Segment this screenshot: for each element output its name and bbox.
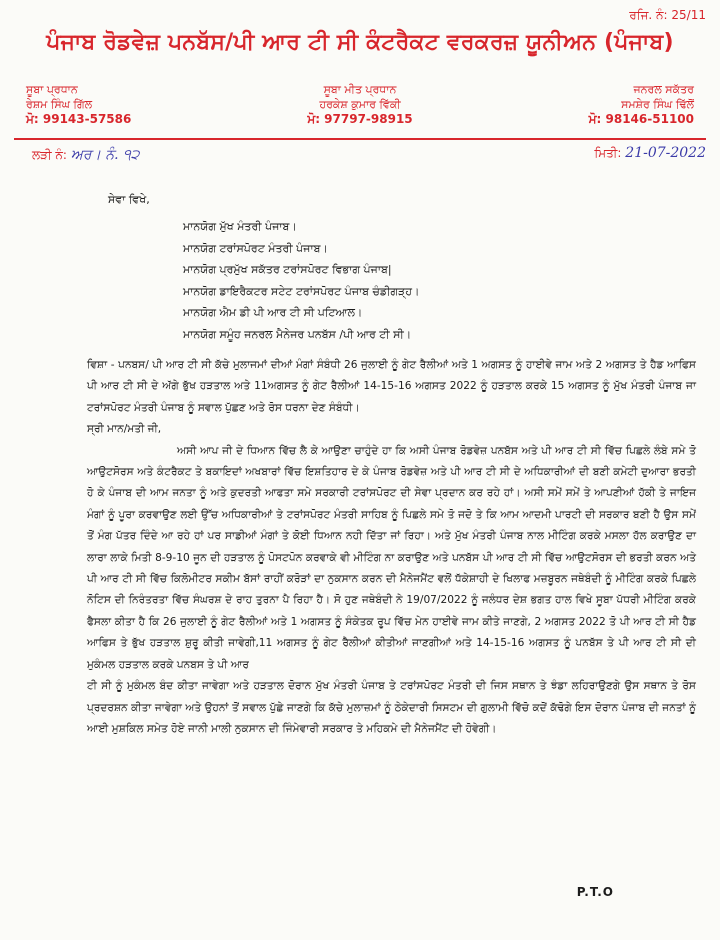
date-label: ਮਿਤੀ: xyxy=(594,146,622,160)
subject-line: ਵਿਸ਼ਾ - ਪਨਬਸ/ ਪੀ ਆਰ ਟੀ ਸੀ ਕੱਚੇ ਮੁਲਾਜਮਾਂ ਦੀਆਂ ਮੰਗਾਂ ਸੰਬੰਧੀ 26 ਜੁਲਾਈ ਨੂੰ ਗੇਟ ਰੈਲੀਆਂ ਅਤੇ 1 ਅਗਸਤ ਨੂੰ ਹਾਈਵੇ ਜਾਮ ਅਤੇ 2 ਅਗਸਤ ਤੇ ਹੈਡ ਆਫਿਸ ਪੀ ਆਰ ਟੀ ਸੀ ਦੇ ਅੱਗੇ ਭੁੱਖ ਹੜਤਾਲ ਅਤੇ 11ਅਗਸਤ ਨੂੰ ਗੇਟ ਰੈਲੀਆਂ 14-15-16 ਅਗਸਤ 2022 ਨੂੰ ਹੜਤਾਲ ਕਰਕੇ 15 ਅਗਸਤ ਨੂੰ ਮੁੱਖ ਮੰਤਰੀ ਪੰਜਾਬ ਜਾ ਟਰਾਂਸਪੋਰਟ ਮੰਤਰੀ ਪੰਜਾਬ ਨੂੰ ਸਵਾਲ ਪੁੱਛਣ ਅਤੇ ਰੋਸ ਧਰਨਾ ਦੇਣ ਸੰਬੰਧੀ। xyxy=(87,359,696,414)
recipient-line: ਮਾਨਯੋਗ ਸਮੂੰਹ ਜਨਰਲ ਮੈਨੇਜਰ ਪਨਬੱਸ /ਪੀ ਆਰ ਟੀ ਸੀ। xyxy=(183,327,412,341)
officers-block xyxy=(18,82,702,136)
letter-body xyxy=(87,355,696,740)
officer-general-secretary xyxy=(589,82,694,127)
pto-note: P.T.O xyxy=(576,885,614,899)
officer-role: ਸੂਬਾ ਪ੍ਰਧਾਨ xyxy=(26,83,78,96)
officer-name: ਹਰਕੇਸ਼ ਕੁਮਾਰ ਵਿੱਕੀ xyxy=(319,98,401,111)
continuation-paragraph: ਟੀ ਸੀ ਨੂੰ ਮੁਕੰਮਲ ਬੰਦ ਕੀਤਾ ਜਾਵੇਗਾ ਅਤੇ ਹੜਤਾਲ ਦੋਰਾਨ ਮੁੱਖ ਮੰਤਰੀ ਪੰਜਾਬ ਤੇ ਟਰਾਂਸਪੋਰਟ ਮੰਤਰੀ ਦੀ ਜਿਸ ਸਥਾਨ ਤੇ ਝੰਡਾ ਲਹਿਰਾਉਣਗੇ ਉਸ ਸਥਾਨ ਤੇ ਰੋਸ ਪ੍ਰਦਰਸ਼ਨ ਕੀਤਾ ਜਾਵੇਗਾ ਅਤੇ ਉਹਨਾਂ ਤੋਂ ਸਵਾਲ ਪੁੱਛੇ ਜਾਣਗੇ ਕਿ ਕੱਚੇ ਮੁਲਾਜ਼ਮਾਂ ਨੂੰ ਠੇਕੇਦਾਰੀ ਸਿਸਟਮ ਦੀ ਗੁਲਾਮੀ ਵਿੱਚੋ ਕਦੋਂ ਕੱਢੋਗੇ ਇਸ ਦੋਰਾਨ ਪੰਜਾਬ ਦੀ ਜਨਤਾਂ ਨੂੰ ਆਈ ਮੁਸ਼ਕਿਲ ਸਮੇਤ ਹੋਏ ਜਾਨੀ ਮਾਲੀ ਨੁਕਸਾਨ ਦੀ ਜਿੰਮੇਵਾਰੀ ਸਰਕਾਰ ਤੇ ਮਹਿਕਮੇ ਦੀ ਮੈਨੇਜਮੈਂਟ ਦੀ ਹੋਵੇਗੀ। xyxy=(87,680,696,735)
recipient-line: ਮਾਨਯੋਗ ਟਰਾਂਸਪੋਰਟ ਮੰਤਰੀ ਪੰਜਾਬ। xyxy=(183,241,328,255)
officer-name: ਸਮਸ਼ੇਰ ਸਿੰਘ ਢਿੱਲੋਂ xyxy=(621,98,694,111)
recipient-line: ਮਾਨਯੋਗ ਪ੍ਰਮੁੱਖ ਸਕੱਤਰ ਟਰਾਂਸਪੋਰਟ ਵਿਭਾਗ ਪੰਜਾਬ| xyxy=(183,263,392,276)
registration-number: ਰਜਿ. ਨੰ: 25/11 xyxy=(629,8,706,22)
officer-phone: ਮੋ: 97797-98915 xyxy=(307,112,413,126)
officer-role: ਸੂਬਾ ਮੀਤ ਪ੍ਰਧਾਨ xyxy=(323,83,397,96)
reference-label: ਲੜੀ ਨੰ: xyxy=(32,148,67,162)
officer-role: ਜਨਰਲ ਸਕੱਤਰ xyxy=(633,83,694,96)
reference-value: ਅਰ। ਨੰ. ੧੨ xyxy=(70,147,140,163)
greeting: ਸ੍ਰੀ ਮਾਨ/ਮਤੀ ਜੀ, xyxy=(87,423,162,436)
recipient-line: ਮਾਨਯੋਗ ਐਮ ਡੀ ਪੀ ਆਰ ਟੀ ਸੀ ਪਟਿਆਲ। xyxy=(183,306,363,319)
reference-number xyxy=(32,147,139,163)
header-divider xyxy=(14,138,706,140)
recipient-line: ਮਾਨਯੋਗ ਡਾਇਰੈਕਟਰ ਸਟੇਟ ਟਰਾਂਸਪੋਰਟ ਪੰਜਾਬ ਚੰਡੀਗੜ੍ਹ। xyxy=(183,284,420,298)
officer-name: ਰੇਸ਼ਮ ਸਿੰਘ ਗਿੱਲ xyxy=(26,98,93,111)
union-title: ਪੰਜਾਬ ਰੋਡਵੇਜ਼ ਪਨਬੱਸ/ਪੀ ਆਰ ਟੀ ਸੀ ਕੰਟਰੈਕਟ ਵਰਕਰਜ਼ ਯੂਨੀਅਨ (ਪੰਜਾਬ) xyxy=(46,30,674,55)
officer-phone: ਮੋ: 99143-57586 xyxy=(26,112,132,126)
date-value: 21-07-2022 xyxy=(625,145,706,161)
recipient-line: ਮਾਨਯੋਗ ਮੁੱਖ ਮੰਤਰੀ ਪੰਜਾਬ। xyxy=(183,220,297,233)
salutation: ਸੇਵਾ ਵਿਖੇ, xyxy=(108,193,150,206)
recipient-list xyxy=(183,216,419,345)
officer-phone: ਮੋ: 98146-51100 xyxy=(588,112,694,126)
main-paragraph: ਅਸੀ ਆਪ ਜੀ ਦੇ ਧਿਆਨ ਵਿੱਚ ਲੈ ਕੇ ਆਉਣਾ ਚਾਹੁੰਦੇ ਹਾ ਕਿ ਅਸੀ ਪੰਜਾਬ ਰੋਡਵੇਜ਼ ਪਨਬੱਸ ਅਤੇ ਪੀ ਆਰ ਟੀ ਸੀ ਵਿੱਚ ਪਿਛਲੇ ਲੰਬੇ ਸਮੇ ਤੋ ਆਉਟਸੋਰਸ ਅਤੇ ਕੰਟਰੈਕਟ ਤੇ ਬਕਾਇਦਾਂ ਅਖਬਾਰਾਂ ਵਿੱਚ ਇਸ਼ਤਿਹਾਰ ਦੇ ਕੇ ਪੰਜਾਬ ਰੋਡਵੇਜ਼ ਅਤੇ ਪੀ ਆਰ ਟੀ ਸੀ ਦੇ ਅਧਿਕਾਰੀਆਂ ਦੀ ਬਣੀ ਕਮੇਟੀ ਦੁਆਰਾ ਭਰਤੀ ਹੋ ਕੇ ਪੰਜਾਬ ਦੀ ਆਮ ਜਨਤਾ ਨੂੰ ਅਤੇ ਕੁਦਰਤੀ ਆਫਤਾ ਸਮੇ ਸਰਕਾਰੀ ਟਰਾਂਸਪੋਰਟ ਦੀ ਸੇਵਾ ਪ੍ਰਦਾਨ ਕਰ ਰਹੇ ਹਾਂ। ਅਸੀ ਸਮੇਂ ਸਮੇਂ ਤੇ ਆਪਣੀਆਂ ਹੱਕੀ ਤੇ ਜਾਇਜ ਮੰਗਾਂ ਨੂੰ ਪੂਰਾ ਕਰਵਾਉਣ ਲਈ ਉੱਚ ਅਧਿਕਾਰੀਆਂ ਤੇ ਟਰਾਂਸਪੋਰਟ ਮੰਤਰੀ ਸਾਹਿਬ ਨੂੰ ਪਿਛਲੇ ਸਮੇ ਤੋ ਜਦੋ ਤੇ ਕਿ ਆਮ ਆਦਮੀ ਪਾਰਟੀ ਦੀ ਸਰਕਾਰ ਬਣੀ ਹੈ ਉਸ ਸਮੇਂ ਤੋਂ ਮੰਗ ਪੱਤਰ ਦਿੰਦੇ ਆ ਰਹੇ ਹਾਂ ਪਰ ਸਾਡੀਆਂ ਮੰਗਾਂ ਤੇ ਕੋਈ ਧਿਆਨ ਨਹੀ ਦਿੱਤਾ ਜਾਂ ਰਿਹਾ। ਅਤੇ ਮੁੱਖ ਮੰਤਰੀ ਪੰਜਾਬ ਨਾਲ ਮੀਟਿੰਗ ਕਰਕੇ ਮਸਲਾ ਹੱਲ ਕਰਾਉਣ ਦਾ ਲਾਰਾ ਲਾਕੇ ਮਿਤੀ 8-9-10 ਜੂਨ ਦੀ ਹੜਤਾਲ ਨੂੰ ਪੋਸਟਪੋਨ ਕਰਵਾਕੇ ਵੀ ਮੀਟਿੰਗ ਨਾ ਕਰਾਉਣ ਅਤੇ ਪਨਬੱਸ ਪੀ ਆਰ ਟੀ ਸੀ ਵਿੱਚ ਆਉਟਸੋਰਸ ਦੀ ਭਰਤੀ ਕਰਨ ਅਤੇ ਪੀ ਆਰ ਟੀ ਸੀ ਵਿੱਚ ਕਿਲੋਮੀਟਰ ਸਕੀਮ ਬੱਸਾਂ ਰਾਹੀਂ ਕਰੋੜਾਂ ਦਾ ਨੁਕਸਾਨ ਕਰਨ ਦੀ ਮੈਨੇਜਮੈਂਟ ਵਲੋਂ ਧੱਕੇਸ਼ਾਹੀ ਦੇ ਖਿਲਾਫ ਮਜ਼ਬੂਰਨ ਜਥੇਬੰਦੀ ਨੂੰ ਮੀਟਿੰਗ ਕਰਕੇ ਪਿਛਲੇ ਨੋਟਿਸ ਦੀ ਨਿਰੰਤਰਤਾ ਵਿੱਚ ਸੰਘਰਸ਼ ਦੇ ਰਾਹ ਤੁਰਨਾ ਪੈ ਰਿਹਾ ਹੈ। ਸੋ ਹੁਣ ਜਥੇਬੰਦੀ ਨੇ 19/07/2022 ਨੂੰ ਜਲੰਧਰ ਦੇਸ਼ ਭਗਤ ਹਾਲ ਵਿਖੇ ਸੂਬਾ ਪੱਧਰੀ ਮੀਟਿੰਗ ਕਰਕੇ ਫੈਸਲਾ ਕੀਤਾ ਹੈ ਕਿ 26 ਜੁਲਾਈ ਨੂੰ ਗੇਟ ਰੈਲੀਆਂ ਅਤੇ 1 ਅਗਸਤ ਨੂੰ ਸੰਕੇਤਕ ਰੂਪ ਵਿੱਚ ਮੇਨ ਹਾਈਵੇ ਜਾਮ ਕੀਤੇ ਜਾਣਗੇ, 2 ਅਗਸਤ 2022 ਤੋ ਪੀ ਆਰ ਟੀ ਸੀ ਹੈਡ ਆਫਿਸ ਤੇ ਭੁੱਖ ਹੜਤਾਲ ਸ਼ੁਰੂ ਕੀਤੀ ਜਾਵੇਗੀ,11 ਅਗਸਤ ਨੂੰ ਗੇਟ ਰੈਲੀਆਂ ਕੀਤੀਆਂ ਜਾਣਗੀਆਂ ਅਤੇ 14-15-16 ਅਗਸਤ ਨੂੰ ਪਨਬੱਸ ਤੇ ਪੀ ਆਰ ਟੀ ਸੀ ਦੀ ਮੁਕੰਮਲ ਹੜਤਾਲ ਕਰਕੇ ਪਨਬਸ ਤੇ ਪੀ ਆਰ xyxy=(87,444,696,671)
letter-date xyxy=(594,145,706,161)
